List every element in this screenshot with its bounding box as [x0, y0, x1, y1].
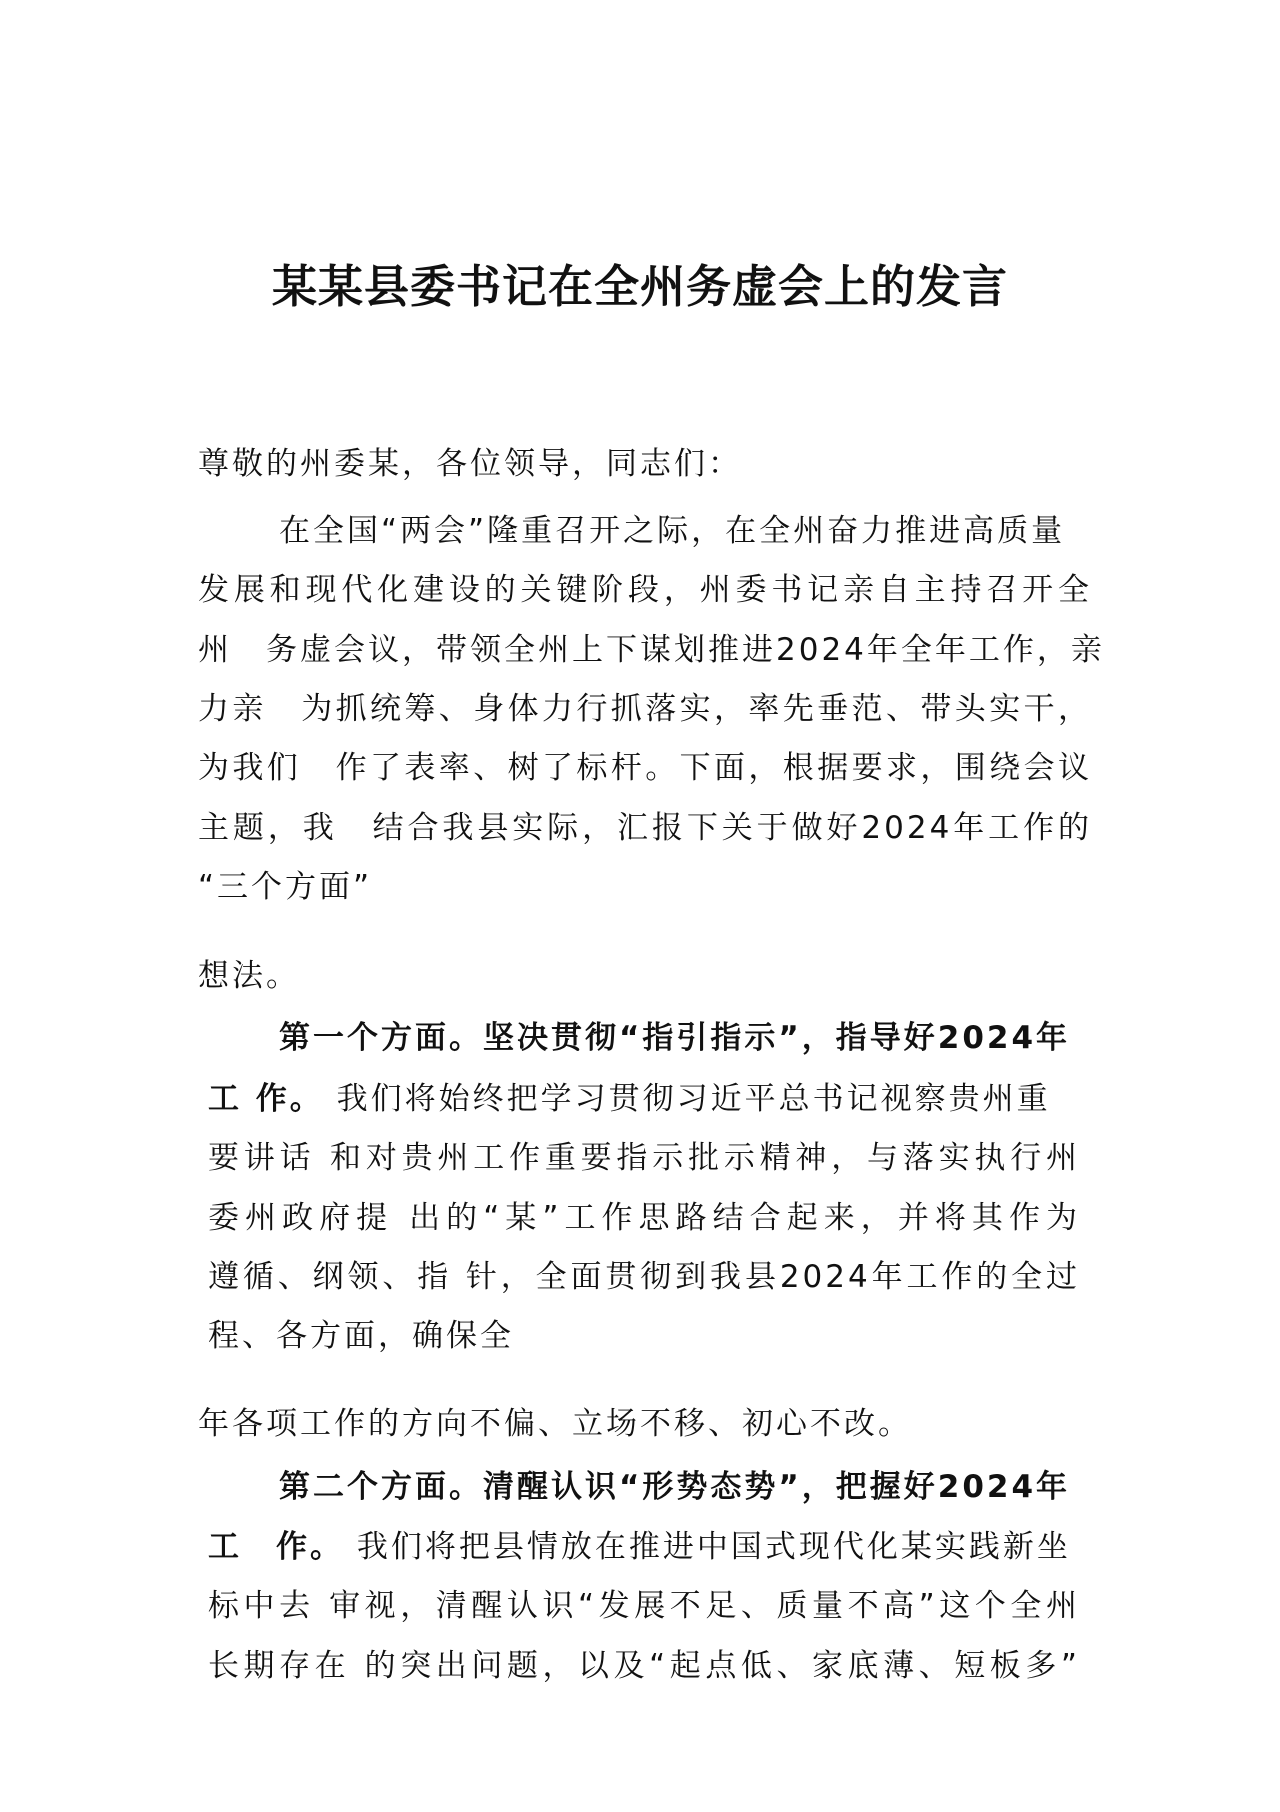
- section1-heading-line2: [208, 1073, 1051, 1118]
- intro-line-1: 在全国“两会”隆重召开之际，在全州奋力推进高质量: [279, 513, 1066, 549]
- intro-line-2: 发展和现代化建设的关键阶段，州委书记亲自主持召开全: [198, 572, 1092, 608]
- section2-heading: 第二个方面。清醒认识“形势态势”，把握好2024年: [279, 1469, 1071, 1505]
- salutation: 尊敬的州委某，各位领导，同志们：: [198, 446, 742, 482]
- section2-body-line-1: 标中去 审视，清醒认识“发展不足、质量不高”这个全州: [208, 1588, 1080, 1624]
- section2-body-lead: 我们将把县情放在推进中国式现代化某实践新坐: [356, 1529, 1071, 1565]
- intro-line-5: 为我们 作了表率、树了标杆。下面，根据要求，围绕会议: [198, 750, 1092, 786]
- intro-line-3: 州 务虚会议，带领全州上下谋划推进2024年全年工作，亲: [198, 632, 1105, 668]
- document-title: 某某县委书记在全州务虚会上的发言: [271, 260, 1008, 313]
- section1-body-line-4: 程、各方面，确保全: [208, 1318, 514, 1354]
- section2-body-line-2: 长期存在 的突出问题，以及“起点低、家底薄、短板多”: [208, 1648, 1080, 1684]
- intro-line-7: “三个方面”: [198, 869, 373, 905]
- section1-body-line-5: 年各项工作的方向不偏、立场不移、初心不改。: [198, 1406, 912, 1442]
- intro-line-8: 想法。: [198, 958, 300, 994]
- intro-line-6: 主题，我 结合我县实际，汇报下关于做好2024年工作的: [198, 810, 1092, 846]
- section1-body-line-3: 遵循、纲领、指 针，全面贯彻到我县2024年工作的全过: [208, 1259, 1080, 1295]
- section2-heading-tail: 工 作。: [208, 1529, 344, 1565]
- section1-body-lead: 我们将始终把学习贯彻习近平总书记视察贵州重: [336, 1081, 1051, 1117]
- section1-body-line-1: 要讲话 和对贵州工作重要指示批示精神，与落实执行州: [208, 1140, 1080, 1176]
- section1-heading: 第一个方面。坚决贯彻“指引指示”，指导好2024年: [279, 1020, 1071, 1056]
- section1-body-line-2: 委州政府提 出的“某”工作思路结合起来，并将其作为: [208, 1200, 1080, 1236]
- section2-heading-line2: [208, 1521, 1071, 1566]
- section1-heading-tail: 工 作。: [208, 1081, 324, 1117]
- intro-line-4: 力亲 为抓统筹、身体力行抓落实，率先垂范、带头实干，: [198, 691, 1092, 727]
